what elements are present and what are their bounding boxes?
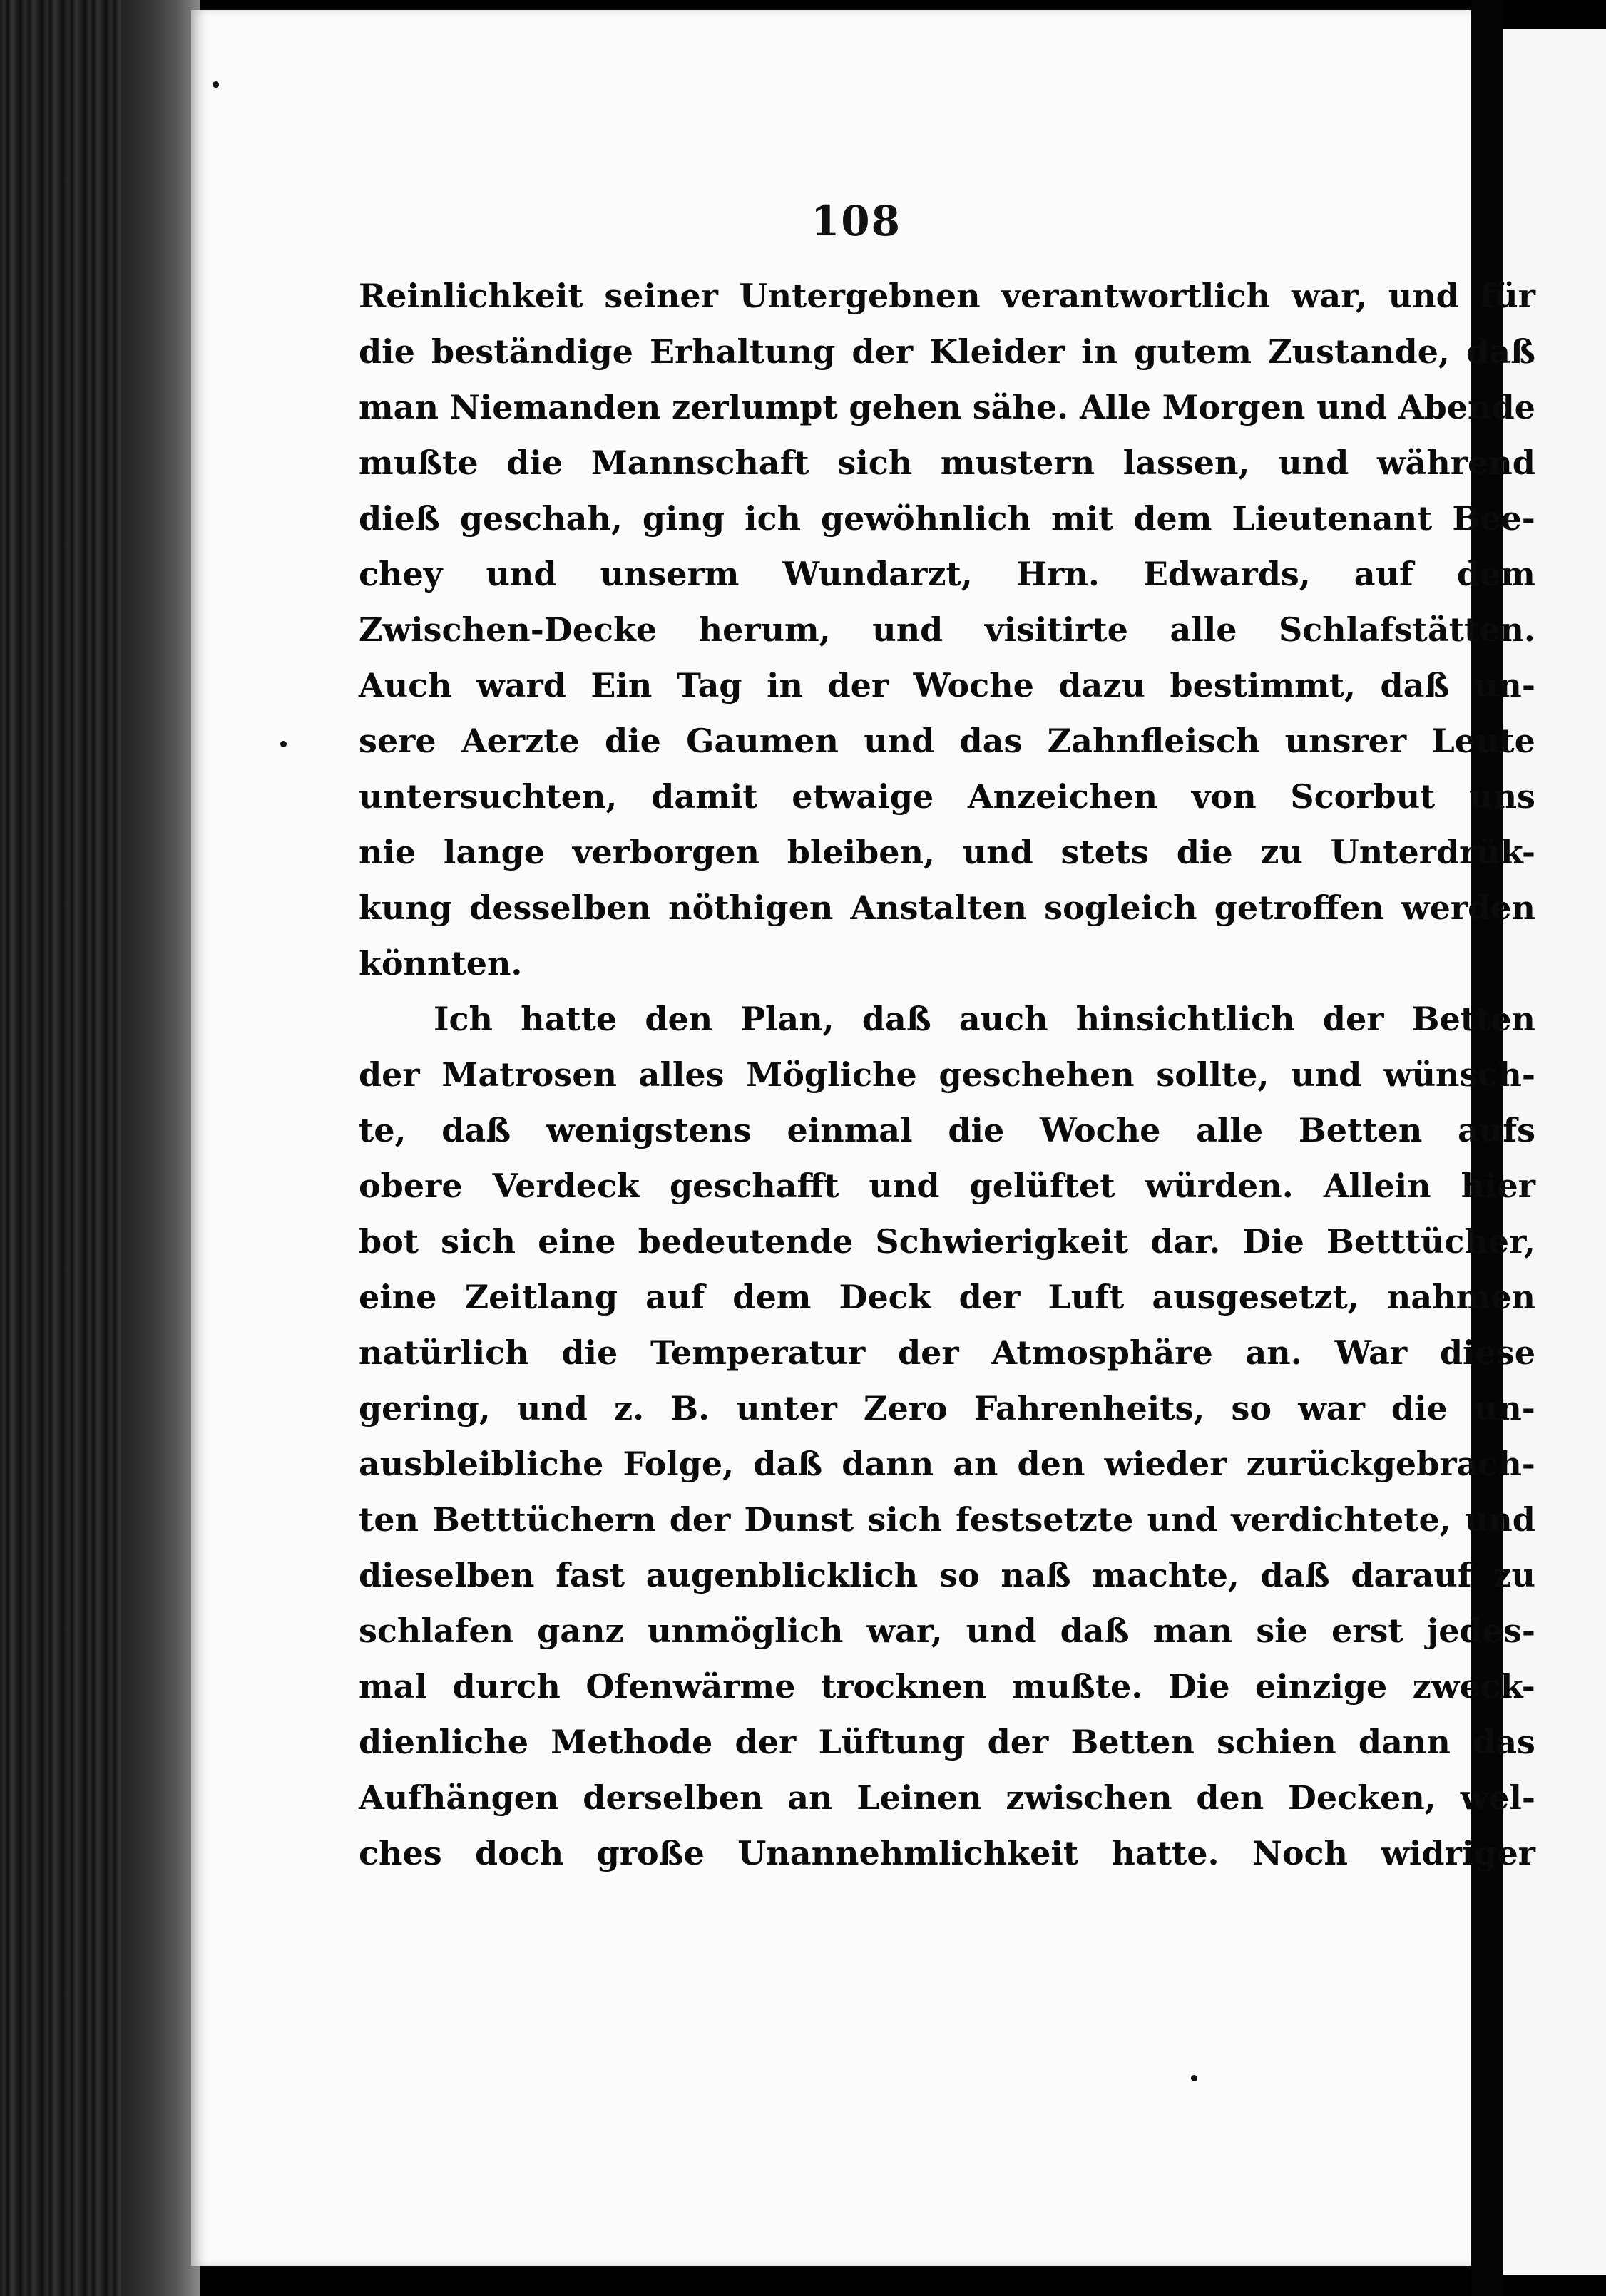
word: Ich [434, 1000, 493, 1038]
text-line [359, 324, 1535, 379]
word: Dunst [744, 1500, 854, 1539]
word: Zahnfleisch [1047, 722, 1260, 760]
word: einzige [1255, 1667, 1388, 1706]
word: Unannehmlichkeit [737, 1834, 1079, 1872]
text-line [359, 824, 1535, 880]
word: alle [1170, 610, 1237, 649]
word: die [506, 444, 563, 482]
word: und [869, 1167, 940, 1205]
text-line [359, 1102, 1535, 1158]
word: natürlich [359, 1333, 529, 1372]
text-line [359, 1659, 1535, 1714]
word: Bee- [1452, 499, 1535, 538]
word: obere [359, 1167, 463, 1205]
word: der [669, 1500, 731, 1539]
word: ches [359, 1834, 442, 1872]
word: sähe. [972, 388, 1069, 426]
word: gehen [849, 388, 962, 426]
word: unmöglich [647, 1611, 844, 1650]
word: un- [1473, 666, 1535, 704]
word: beständige [431, 332, 633, 371]
word: ging [642, 499, 725, 538]
word: bedeutende [638, 1222, 854, 1261]
word: z. [613, 1389, 645, 1428]
word: Methode [551, 1723, 713, 1761]
text-line [359, 546, 1535, 602]
word: sere [359, 722, 436, 760]
word: so [1231, 1389, 1272, 1428]
word: in [1081, 332, 1118, 371]
word: gutem [1134, 332, 1252, 371]
word: hier [1461, 1167, 1535, 1205]
word: Auch [359, 666, 452, 704]
word: sie [1256, 1611, 1309, 1650]
word: und [872, 610, 943, 649]
word: das [1473, 1723, 1535, 1761]
word: uns [1469, 777, 1535, 816]
word: dieselben [359, 1556, 535, 1594]
word: mußte. [1011, 1667, 1143, 1706]
word: so [939, 1556, 980, 1594]
word: und [864, 722, 935, 760]
text-line [359, 1547, 1535, 1603]
text-line [359, 880, 1535, 936]
word: daß [861, 1000, 931, 1038]
word: gering, [359, 1389, 491, 1428]
paper-speck [213, 81, 219, 88]
word: Ofenwärme [585, 1667, 796, 1706]
word: sogleich [1044, 888, 1197, 927]
word: unserm [600, 555, 740, 593]
word: lange [443, 833, 546, 871]
word: und [1316, 388, 1388, 426]
word: man [359, 388, 439, 426]
word: sich [867, 1500, 943, 1539]
word: trocknen [821, 1667, 987, 1706]
word: an [787, 1778, 833, 1817]
word: daß [1380, 666, 1450, 704]
word: hatte. [1111, 1834, 1219, 1872]
word: hinsichtlich [1075, 1000, 1295, 1038]
text-line [359, 936, 1535, 991]
text-line [359, 657, 1535, 713]
word: untersuchten, [359, 777, 618, 816]
word: damit [651, 777, 758, 816]
word: Anzeichen [967, 777, 1158, 816]
word: un- [1473, 1389, 1535, 1428]
word: schien [1217, 1723, 1336, 1761]
word: werden [1401, 888, 1535, 927]
word: der [987, 1723, 1049, 1761]
word: große [596, 1834, 705, 1872]
word: für [1480, 277, 1535, 315]
text-line [359, 1714, 1535, 1770]
book-page [191, 10, 1535, 2266]
word: mal [359, 1667, 427, 1706]
word: in [767, 666, 803, 704]
word: alles [638, 1055, 725, 1094]
word: machte, [1092, 1556, 1239, 1594]
word: Schwierigkeit [875, 1222, 1129, 1261]
word: Lieutenant [1232, 499, 1433, 538]
word: sich [837, 444, 913, 482]
word: Aerzte [461, 722, 580, 760]
word: unter [736, 1389, 837, 1428]
word: Kleider [929, 332, 1065, 371]
word: Woche [913, 666, 1034, 704]
word: Leinen [856, 1778, 982, 1817]
word: durch [452, 1667, 561, 1706]
word: verborgen [572, 833, 759, 871]
word: man [1152, 1611, 1233, 1650]
word: die [561, 1333, 618, 1372]
word: zu [1493, 1556, 1535, 1594]
word: der [851, 332, 914, 371]
word: dem [1456, 555, 1535, 593]
word: bot [359, 1222, 419, 1261]
text-line [359, 1603, 1535, 1659]
paper-speck [280, 741, 287, 747]
word: Alle [1079, 388, 1151, 426]
word: dem [1133, 499, 1212, 538]
text-line [359, 1492, 1535, 1547]
word: diese [1439, 1333, 1535, 1372]
text-line [359, 602, 1535, 657]
word: auch [958, 1000, 1048, 1038]
word: B. [670, 1389, 710, 1428]
word: eine [359, 1278, 437, 1316]
word: alle [1196, 1111, 1264, 1149]
word: erst [1331, 1611, 1403, 1650]
text-line [359, 1436, 1535, 1492]
word: Decken, [1288, 1778, 1436, 1817]
word: Erhaltung [650, 332, 836, 371]
word: darauf [1351, 1556, 1472, 1594]
text-line [359, 1825, 1535, 1881]
word: nahmen [1386, 1278, 1535, 1316]
word: der [898, 1333, 959, 1372]
word: Hrn. [1016, 555, 1100, 593]
word: Morgen [1162, 388, 1306, 426]
word: Tag [676, 666, 742, 704]
word: Verdeck [492, 1167, 640, 1205]
text-line [359, 379, 1535, 435]
word: derselben [583, 1778, 764, 1817]
word: geschah, [459, 499, 623, 538]
word: und [1388, 277, 1459, 315]
word: zerlumpt [672, 388, 838, 426]
word: dann [1358, 1723, 1451, 1761]
word: herum, [698, 610, 831, 649]
word: der [827, 666, 889, 704]
word: dazu [1058, 666, 1145, 704]
word: auf [1354, 555, 1413, 593]
word: mußte [359, 444, 479, 482]
word: Anstalten [850, 888, 1027, 927]
word: schlafen [359, 1611, 514, 1650]
word: geschafft [669, 1167, 839, 1205]
word: Die [1167, 1667, 1230, 1706]
word: das [959, 722, 1023, 760]
word: Fahrenheits, [973, 1389, 1205, 1428]
word: Zeitlang [464, 1278, 618, 1316]
word: Edwards, [1142, 555, 1311, 593]
word: einmal [787, 1111, 913, 1149]
word: den [1017, 1445, 1085, 1483]
word: fast [556, 1556, 625, 1594]
word: Mannschaft [590, 444, 809, 482]
word: Betttücher, [1326, 1222, 1535, 1261]
word: doch [474, 1834, 564, 1872]
word: zweck- [1412, 1667, 1535, 1706]
word: verdichtete, [1231, 1500, 1451, 1539]
word: dieß [359, 499, 440, 538]
text-line [359, 991, 1535, 1047]
text-line [359, 769, 1535, 824]
word: war, [1291, 277, 1368, 315]
word: wieder [1104, 1445, 1227, 1483]
word: Aufhängen [359, 1778, 559, 1817]
word: und [966, 1611, 1037, 1650]
word: würden. [1145, 1167, 1294, 1205]
word: wel- [1460, 1778, 1535, 1817]
word: ward [476, 666, 566, 704]
word: Noch [1252, 1834, 1348, 1872]
word: Betten [1298, 1111, 1423, 1149]
word: augenblicklich [645, 1556, 919, 1594]
word: desselben [469, 888, 651, 927]
word: die [1391, 1389, 1448, 1428]
word: Temperatur [650, 1333, 866, 1372]
word: die [604, 722, 661, 760]
word: könnten. [359, 944, 523, 983]
word: Untergebnen [739, 277, 981, 315]
word: naß [1001, 1556, 1071, 1594]
word: aufs [1458, 1111, 1535, 1149]
word: und [1147, 1500, 1218, 1539]
word: nöthigen [668, 888, 834, 927]
word: nie [359, 833, 416, 871]
word: zu [1260, 833, 1303, 871]
word: Scorbut [1290, 777, 1436, 816]
word: mit [1050, 499, 1114, 538]
text-line [359, 1770, 1535, 1825]
word: gewöhnlich [820, 499, 1031, 538]
word: Schlafstätten. [1279, 610, 1535, 649]
text-line [359, 1047, 1535, 1102]
word: die [359, 332, 415, 371]
word: der [958, 1278, 1021, 1316]
word: und [1278, 444, 1349, 482]
word: Mögliche [746, 1055, 917, 1094]
text-line [359, 1325, 1535, 1380]
word: Betttüchern [431, 1500, 656, 1539]
word: visitirte [984, 610, 1128, 649]
word: mustern [940, 444, 1095, 482]
word: hatte [521, 1000, 618, 1038]
word: war [1298, 1389, 1365, 1428]
word: Zustande, [1268, 332, 1450, 371]
word: der [735, 1723, 797, 1761]
page-number: 108 [810, 197, 902, 245]
word: geschehen [938, 1055, 1135, 1094]
word: während [1376, 444, 1535, 482]
paper-speck [1191, 2075, 1197, 2081]
word: widriger [1381, 1834, 1535, 1872]
word: verantwortlich [1001, 277, 1271, 315]
word: Abende [1398, 388, 1535, 426]
word: an [953, 1445, 998, 1483]
word: wünsch- [1383, 1055, 1535, 1094]
word: daß [753, 1445, 823, 1483]
word: auf [645, 1278, 705, 1316]
word: jedes- [1426, 1611, 1535, 1650]
word: zurückgebrach- [1246, 1445, 1535, 1483]
word: ausbleibliche [359, 1445, 604, 1483]
word: und [1464, 1500, 1535, 1539]
word: sich [441, 1222, 516, 1261]
word: festsetzte [956, 1500, 1134, 1539]
word: etwaige [792, 777, 934, 816]
word: Unterdrük- [1330, 833, 1535, 871]
word: Leute [1431, 722, 1535, 760]
word: wenigstens [546, 1111, 752, 1149]
word: Deck [839, 1278, 931, 1316]
text-line [359, 491, 1535, 546]
word: chey [359, 555, 443, 593]
text-line [359, 1269, 1535, 1325]
book-binding-gutter [0, 0, 200, 2296]
word: seiner [604, 277, 718, 315]
text-line [359, 1214, 1535, 1269]
word: unsrer [1284, 722, 1407, 760]
word: Betten [1411, 1000, 1535, 1038]
word: den [1196, 1778, 1264, 1817]
word: Plan, [740, 1000, 834, 1038]
word: Folge, [623, 1445, 735, 1483]
word: ich [745, 499, 801, 538]
word: daß [1466, 332, 1535, 371]
word: dar. [1150, 1222, 1221, 1261]
word: dienliche [359, 1723, 529, 1761]
word: Niemanden [449, 388, 661, 426]
word: Lüftung [818, 1723, 966, 1761]
word: von [1191, 777, 1257, 816]
word: Gaumen [686, 722, 839, 760]
word: Woche [1040, 1111, 1161, 1149]
word: ten [359, 1500, 419, 1539]
word: war, [866, 1611, 943, 1650]
word: gelüftet [969, 1167, 1115, 1205]
word: daß [1260, 1556, 1330, 1594]
word: lassen, [1122, 444, 1250, 482]
word: Atmosphäre [991, 1333, 1213, 1372]
word: die [1176, 833, 1233, 871]
word: stets [1060, 833, 1150, 871]
word: Zwischen-Decke [359, 610, 658, 649]
text-line [359, 1380, 1535, 1436]
text-line [359, 268, 1535, 324]
word: an. [1245, 1333, 1302, 1372]
word: zwischen [1006, 1778, 1172, 1817]
body-text [359, 268, 1535, 1881]
word: der [1322, 1000, 1384, 1038]
word: Reinlichkeit [359, 277, 583, 315]
word: Wundarzt, [782, 555, 973, 593]
word: Luft [1048, 1278, 1125, 1316]
word: getroffen [1214, 888, 1384, 927]
word: bestimmt, [1170, 666, 1356, 704]
word: Betten [1070, 1723, 1195, 1761]
word: ganz [537, 1611, 624, 1650]
text-line [359, 1158, 1535, 1214]
word: Die [1242, 1222, 1304, 1261]
word: Zero [863, 1389, 948, 1428]
word: War [1334, 1333, 1408, 1372]
word: der [359, 1055, 420, 1094]
word: Allein [1323, 1167, 1431, 1205]
word: Matrosen [441, 1055, 617, 1094]
word: daß [1060, 1611, 1130, 1650]
word: und [1291, 1055, 1362, 1094]
word: dann [842, 1445, 934, 1483]
word: den [645, 1000, 713, 1038]
word: daß [441, 1111, 511, 1149]
word: und [516, 1389, 588, 1428]
word: eine [538, 1222, 616, 1261]
word: sollte, [1156, 1055, 1269, 1094]
word: bleiben, [787, 833, 935, 871]
text-line [359, 713, 1535, 769]
word: die [948, 1111, 1005, 1149]
word: und [486, 555, 557, 593]
word: und [962, 833, 1033, 871]
word: Ein [590, 666, 653, 704]
word: ausgesetzt, [1152, 1278, 1359, 1316]
word: te, [359, 1111, 406, 1149]
word: dem [732, 1278, 812, 1316]
word: kung [359, 888, 452, 927]
text-line [359, 435, 1535, 491]
